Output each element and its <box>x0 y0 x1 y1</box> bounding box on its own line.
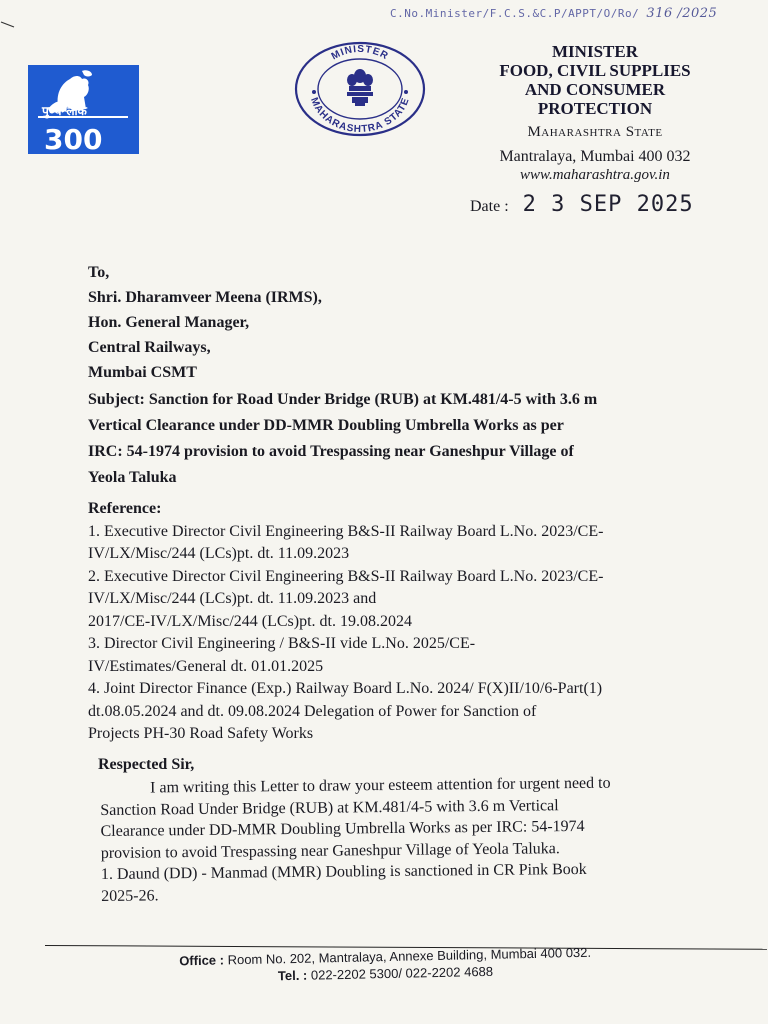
date-stamp: 2 3 SEP 2025 <box>522 192 694 217</box>
header-state: Maharashtra State <box>527 124 663 140</box>
subject-line: Vertical Clearance under DD-MMR Doubling Umbrella Works as per <box>88 417 564 434</box>
date-label: Date : <box>470 198 509 215</box>
logo-devanagari: पुण्यश्लोक <box>42 104 87 118</box>
inward-number-printed: C.No.Minister/F.C.S.&C.P/APPT/O/Ro/ <box>390 7 640 20</box>
reference-line: 4. Joint Director Finance (Exp.) Railway Board L.No. 2024/ F(X)II/10/6-Part(1) <box>88 680 603 697</box>
footer-contact <box>150 943 621 987</box>
punyashlok-300-logo <box>28 65 139 154</box>
letterhead-header <box>470 42 720 184</box>
subject-line: Subject: Sanction for Road Under Bridge (RUB) at KM.481/4-5 with 3.6 m <box>88 391 598 408</box>
footer-tel-text: 022-2202 5300/ 022-2202 4688 <box>307 963 494 983</box>
references-block <box>88 498 603 746</box>
header-title-line-4: PROTECTION <box>537 99 653 118</box>
recipient-line: Mumbai CSMT <box>88 364 197 381</box>
footer-office-text: Room No. 202, Mantralaya, Annexe Building, Mumbai 400 032. <box>223 944 592 968</box>
subject-line: IRC: 54-1974 provision to avoid Trespassing near Ganeshpur Village of <box>88 443 574 460</box>
header-title-line-2: FOOD, CIVIL SUPPLIES <box>499 61 691 80</box>
references-heading: Reference: <box>88 500 162 517</box>
subject-block <box>88 387 597 491</box>
body-line: provision to avoid Trespassing near Ganeshpur Village of Yeola Taluka. <box>100 839 560 862</box>
body-line: 2025-26. <box>101 886 159 905</box>
reference-line: IV/LX/Misc/244 (LCs)pt. dt. 11.09.2023 <box>88 545 350 562</box>
reference-line: IV/Estimates/General dt. 01.01.2025 <box>88 657 324 675</box>
letter-salutation: Respected Sir, <box>98 756 195 773</box>
header-title-line-3: AND CONSUMER <box>524 80 666 99</box>
national-emblem-icon <box>347 69 373 106</box>
body-line: Clearance under DD-MMR Doubling Umbrella Works as per IRC: 54-1974 <box>100 817 585 840</box>
recipient-to: To, <box>88 264 110 281</box>
reference-line: 2. Executive Director Civil Engineering B&S-II Railway Board L.No. 2023/CE- <box>88 567 604 585</box>
margin-tick-mark <box>0 20 20 30</box>
minister-seal <box>292 40 428 138</box>
subject-line: Yeola Taluka <box>88 469 177 486</box>
body-line: 1. Daund (DD) - Manmad (MMR) Doubling is sanctioned in CR Pink Book <box>100 860 587 883</box>
date-row <box>470 192 694 217</box>
recipient-line: Hon. General Manager, <box>88 314 250 331</box>
recipient-block <box>88 260 322 385</box>
reference-line: IV/LX/Misc/244 (LCs)pt. dt. 11.09.2023 and <box>88 590 377 607</box>
footer-office-label: Office : <box>179 952 225 969</box>
reference-line: 2017/CE-IV/LX/Misc/244 (LCs)pt. dt. 19.08.2024 <box>88 612 412 630</box>
header-website: www.maharashtra.gov.in <box>520 167 670 183</box>
body-line: I am writing this Letter to draw your esteem attention for urgent need to <box>150 774 611 797</box>
logo-number: 300 <box>44 123 103 154</box>
reference-line: Projects PH-30 Road Safety Works <box>88 725 314 742</box>
header-address: Mantralaya, Mumbai 400 032 <box>499 148 691 165</box>
header-title-line-1: MINISTER <box>552 42 638 61</box>
recipient-line: Shri. Dharamveer Meena (IRMS), <box>88 289 322 306</box>
seal-top-text: MINISTER <box>329 43 391 63</box>
footer-tel-label: Tel. : <box>277 967 308 984</box>
reference-line: 1. Executive Director Civil Engineering B&S-II Railway Board L.No. 2023/CE- <box>88 522 604 540</box>
seal-bottom-text: MAHARASHTRA STATE <box>308 96 412 136</box>
body-line: Sanction Road Under Bridge (RUB) at KM.481/4-5 with 3.6 m Vertical <box>100 796 559 819</box>
reference-line: 3. Director Civil Engineering / B&S-II vide L.No. 2025/CE- <box>88 635 476 652</box>
letter-body <box>100 773 612 907</box>
inward-number-handwritten: 316 /2025 <box>646 6 718 21</box>
reference-line: dt.08.05.2024 and dt. 09.08.2024 Delegation of Power for Sanction of <box>88 702 537 720</box>
recipient-line: Central Railways, <box>88 339 211 356</box>
inward-number-stamp <box>390 6 717 21</box>
